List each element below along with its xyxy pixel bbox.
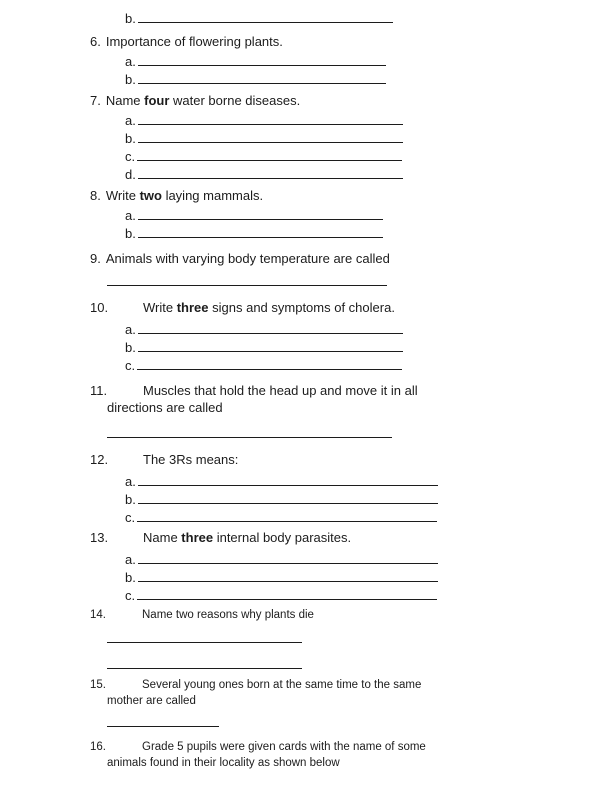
question-number: 6. xyxy=(90,34,101,49)
question-text: Importance of flowering plants. xyxy=(105,34,283,49)
question-text: Write two laying mammals. xyxy=(105,188,264,203)
answer-line-label: a. xyxy=(125,322,136,337)
question-10-answer-a xyxy=(125,320,612,338)
question-10 xyxy=(90,299,612,316)
question-12-answer-c xyxy=(125,508,612,526)
answer-blank-line xyxy=(138,472,438,486)
question-text-bold: three xyxy=(181,530,214,545)
answer-line-label: b. xyxy=(125,570,136,585)
answer-blank-line xyxy=(138,111,403,125)
answer-line-label: a. xyxy=(125,552,136,567)
answer-blank-line xyxy=(138,550,438,564)
answer-line-label: b. xyxy=(125,72,136,87)
answer-blank-line xyxy=(107,713,219,727)
answer-blank-line xyxy=(137,586,437,600)
question-text-continued: directions are called xyxy=(107,400,223,415)
answer-blank-line xyxy=(138,70,386,84)
question-16 xyxy=(90,739,612,771)
answer-blank-line xyxy=(137,356,402,370)
question-text: Several young ones born at the same time to the same xyxy=(142,679,422,691)
question-text: Animals with varying body temperature are called xyxy=(105,251,390,266)
answer-line-label: a. xyxy=(125,54,136,69)
question-13 xyxy=(90,529,612,546)
question-text-continued: mother are called xyxy=(107,695,196,707)
question-7-answer-d xyxy=(125,165,612,183)
question-12-answer-a xyxy=(125,472,612,490)
question-14 xyxy=(90,607,612,623)
question-text-bold: three xyxy=(176,300,209,315)
question-13-answer-b xyxy=(125,568,612,586)
answer-blank-line xyxy=(107,424,392,438)
answer-blank-line xyxy=(107,629,302,643)
question-13-answer-c xyxy=(125,586,612,604)
question-number: 8. xyxy=(90,188,101,203)
question-number: 11. xyxy=(90,383,108,398)
question-15 xyxy=(90,677,612,709)
question-number: 13. xyxy=(90,530,109,545)
answer-line-label: b. xyxy=(125,11,136,26)
question-text: Write three signs and symptoms of cholera. xyxy=(143,300,395,315)
answer-blank-line xyxy=(138,338,403,352)
answer-line-label: b. xyxy=(125,340,136,355)
answer-blank-line xyxy=(138,320,403,334)
answer-blank-line xyxy=(107,655,302,669)
question-number: 15. xyxy=(90,679,106,691)
question-text-bold: two xyxy=(139,188,162,203)
question-10-answer-b xyxy=(125,338,612,356)
answer-blank-line xyxy=(138,129,403,143)
question-11-answer-line xyxy=(107,424,612,442)
question-text: Name two reasons why plants die xyxy=(142,609,314,621)
question-text-bold: four xyxy=(144,93,170,108)
answer-blank-line xyxy=(138,52,386,66)
question-text: The 3Rs means: xyxy=(143,452,239,467)
answer-line-label: d. xyxy=(125,167,136,182)
question-12 xyxy=(90,451,612,468)
question-number: 10. xyxy=(90,300,109,315)
question-5b-row xyxy=(125,9,612,27)
question-number: 12. xyxy=(90,452,109,467)
answer-line-label: c. xyxy=(125,358,136,373)
question-6-answer-a xyxy=(125,52,612,70)
answer-blank-line xyxy=(138,568,438,582)
answer-blank-line xyxy=(137,508,437,522)
answer-blank-line xyxy=(138,224,383,238)
answer-line-label: a. xyxy=(125,208,136,223)
question-7-answer-a xyxy=(125,111,612,129)
answer-line-label: c. xyxy=(125,149,136,164)
question-7-answer-b xyxy=(125,129,612,147)
question-14-answer-line-1 xyxy=(107,629,612,647)
answer-blank-line xyxy=(138,206,383,220)
question-13-answer-a xyxy=(125,550,612,568)
question-8 xyxy=(90,187,612,204)
answer-line-label: c. xyxy=(125,510,136,525)
question-8-answer-b xyxy=(125,224,612,242)
question-14-answer-line-2 xyxy=(107,655,612,673)
question-9 xyxy=(90,250,612,267)
question-number: 9. xyxy=(90,251,101,266)
question-11 xyxy=(90,382,612,416)
answer-blank-line xyxy=(138,9,393,23)
question-number: 7. xyxy=(90,93,101,108)
answer-line-label: b. xyxy=(125,226,136,241)
question-number: 16. xyxy=(90,741,106,753)
answer-line-label: a. xyxy=(125,474,136,489)
question-6-answer-b xyxy=(125,70,612,88)
answer-blank-line xyxy=(137,147,402,161)
question-6 xyxy=(90,33,612,50)
question-15-answer-line xyxy=(107,713,612,731)
question-12-answer-b xyxy=(125,490,612,508)
question-text: Name four water borne diseases. xyxy=(105,93,301,108)
answer-blank-line xyxy=(107,272,387,286)
question-7-answer-c xyxy=(125,147,612,165)
answer-line-label: b. xyxy=(125,492,136,507)
question-text-continued: animals found in their locality as shown below xyxy=(107,757,340,769)
question-10-answer-c xyxy=(125,356,612,374)
question-text: Muscles that hold the head up and move it in all xyxy=(143,383,418,398)
answer-blank-line xyxy=(138,165,403,179)
question-7 xyxy=(90,92,612,109)
question-text: Grade 5 pupils were given cards with the name of some xyxy=(142,741,426,753)
question-8-answer-a xyxy=(125,206,612,224)
question-number: 14. xyxy=(90,609,106,621)
answer-line-label: c. xyxy=(125,588,136,603)
answer-blank-line xyxy=(138,490,438,504)
answer-line-label: a. xyxy=(125,113,136,128)
question-text: Name three internal body parasites. xyxy=(143,530,352,545)
answer-line-label: b. xyxy=(125,131,136,146)
question-9-answer-line xyxy=(107,272,612,290)
